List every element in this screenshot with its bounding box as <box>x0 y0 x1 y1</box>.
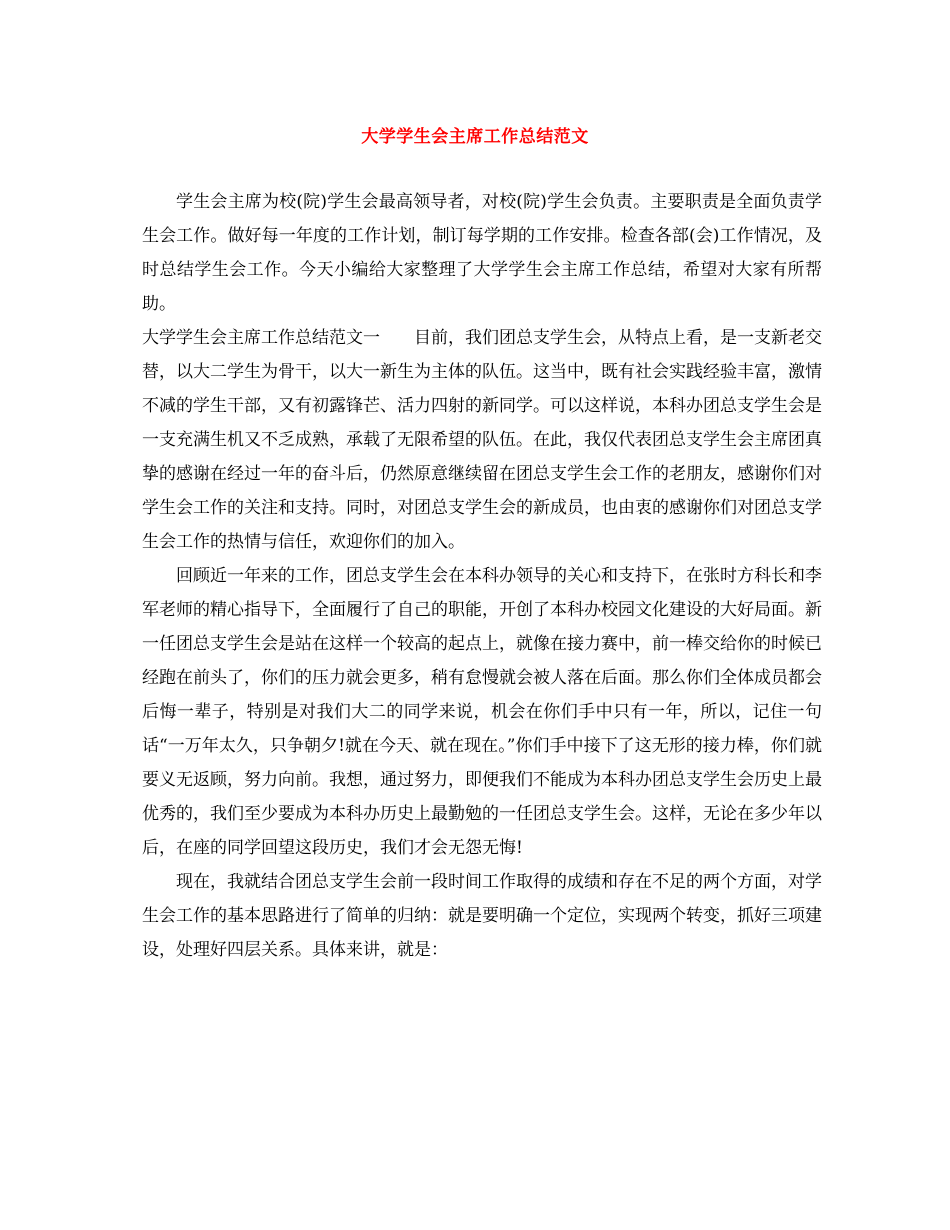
paragraph-review: 回顾近一年来的工作，团总支学生会在本科办领导的关心和支持下，在张时方科长和李军老师的精心指导下，全面履行了自己的职能，开创了本科办校园文化建设的大好局面。新一任团总支学生会是站在这样一个较高的起点上，就像在接力赛中，前一棒交给你的时候已经跑在前头了，你们的压力就会更多，稍有怠慢就会被人落在后面。那么你们全体成员都会后悔一辈子，特别是对我们大二的同学来说，机会在你们手中只有一年，所以，记住一句话“一万年太久，只争朝夕!就在今天、就在现在。”你们手中接下了这无形的接力棒，你们就要义无返顾，努力向前。我想，通过努力，即便我们不能成为本科办团总支学生会历史上最优秀的，我们至少要成为本科办历史上最勤勉的一任团总支学生会。这样，无论在多少年以后，在座的同学回望这段历史，我们才会无怨无悔! <box>142 566 822 858</box>
document-title: 大学学生会主席工作总结范文 <box>361 127 589 147</box>
paragraph-intro: 学生会主席为校(院)学生会最高领导者，对校(院)学生会负责。主要职责是全面负责学生会工作。做好每一年度的工作计划，制订每学期的工作安排。检查各部(会)工作情况，及时总结学生会工作。今天小编给大家整理了大学学生会主席工作总结，希望对大家有所帮助。 <box>142 192 822 314</box>
paragraph-section-one: 大学学生会主席工作总结范文一 目前，我们团总支学生会，从特点上看，是一支新老交替，以大二学生为骨干，以大一新生为主体的队伍。这当中，既有社会实践经验丰富，激情不减的学生干部，又有初露锋芒、活力四射的新同学。可以这样说，本科办团总支学生会是一支充满生机又不乏成熟，承载了无限希望的队伍。在此，我仅代表团总支学生会主席团真挚的感谢在经过一年的奋斗后，仍然原意继续留在团总支学生会工作的老朋友，感谢你们对学生会工作的关注和支持。同时，对团总支学生会的新成员，也由衷的感谢你们对团总支学生会工作的热情与信任，欢迎你们的加入。 <box>142 328 822 552</box>
paragraph-summary: 现在，我就结合团总支学生会前一段时间工作取得的成绩和存在不足的两个方面，对学生会工作的基本思路进行了简单的归纳：就是要明确一个定位，实现两个转变，抓好三项建设，处理好四层关系。具体来讲，就是： <box>142 872 822 960</box>
document-body <box>142 185 822 967</box>
